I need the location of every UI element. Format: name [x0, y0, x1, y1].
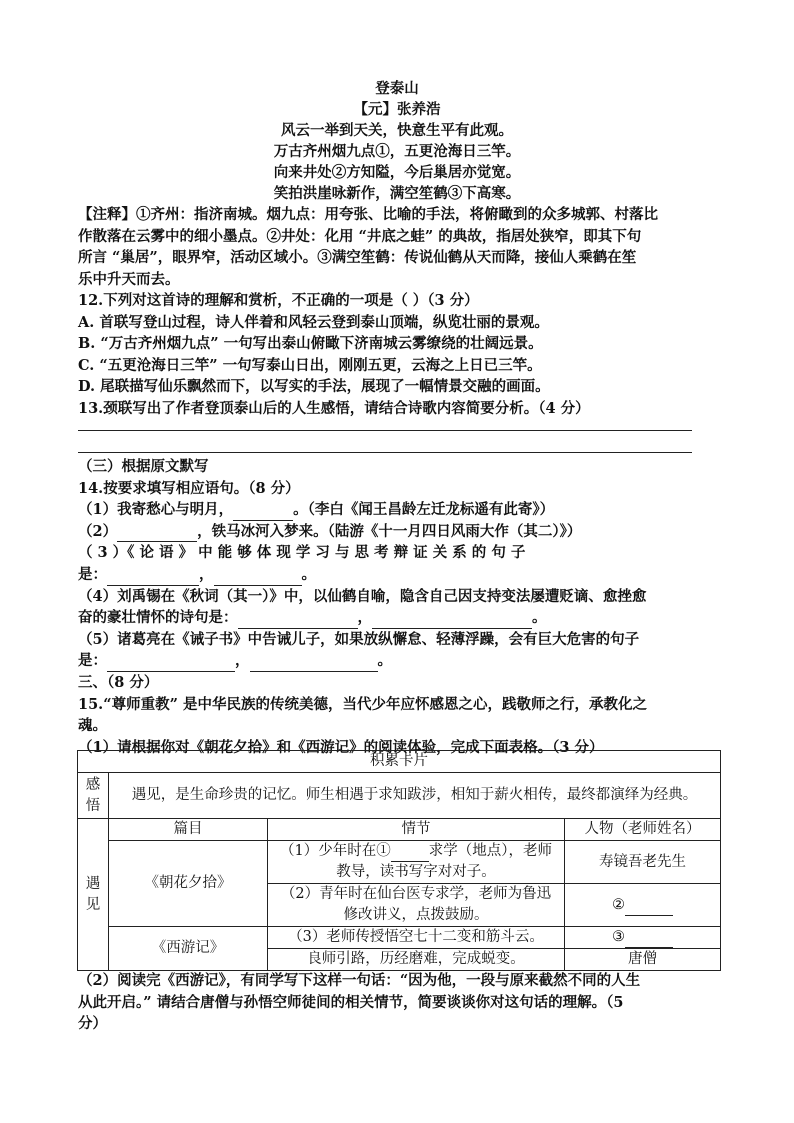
section-recite — [78, 456, 718, 758]
fill-blank[interactable] — [372, 612, 532, 629]
q12-option-d: D. 尾联描写仙乐飘然而下，以写实的手法，展现了一幅情景交融的画面。 — [78, 378, 550, 396]
header-plot: 情节 — [268, 819, 565, 841]
q15-part-2 — [78, 970, 718, 1035]
yujian-label: 遇见 — [78, 819, 109, 971]
note-line-3: 所言 “巢居”，眼界窄，活动区域小。③满空笙鹤：传说仙鹤从天而降，接仙人乘鹤在笙 — [78, 249, 637, 267]
book-zhaohua: 《朝花夕拾》 — [109, 841, 268, 927]
q14-item-3-line1: （ 3 ）《 论 语 》 中 能 够 体 现 学 习 与 思 考 辩 证 关 系 的 句 子 — [78, 544, 526, 562]
person-4: 唐僧 — [565, 949, 721, 971]
person-2: ② — [565, 884, 721, 927]
note-line-1: 【注释】①齐州：指济南城。烟九点：用夸张、比喻的手法，将俯瞰到的众多城郭、村落比 — [78, 206, 658, 223]
fill-blank[interactable] — [107, 569, 199, 586]
note-line-2: 作散落在云雾中的细小墨点。②井处：化用 “井底之蛙” 的典故，指居处狭窄，即其下句 — [78, 227, 642, 245]
poem-title: 登泰山 — [375, 80, 419, 97]
person-3: ③ — [565, 927, 721, 949]
section-recite-heading: （三）根据原文默写 — [78, 458, 209, 475]
plot-2: （2）青年时在仙台医专求学，老师为鲁迅修改讲义，点拨鼓励。 — [268, 884, 565, 927]
q14-item-1: （1）我寄愁心与明月， 。（李白《闻王昌龄左迁龙标遥有此寄》） — [78, 499, 718, 521]
q14-item-3-line2: 是： ， 。 — [78, 564, 718, 586]
q14-item-5-line2: 是： ， 。 — [78, 650, 718, 672]
q15-2-line-1: （2）阅读完《西游记》，有同学写下这样一句话：“因为他，一段与原来截然不同的人生 — [78, 972, 641, 989]
plot-3: （3）老师传授悟空七十二变和筋斗云。 — [268, 927, 565, 949]
poem-line-3: 向来井处②方知隘，今后巢居亦觉宽。 — [273, 164, 521, 181]
fill-blank-place[interactable] — [391, 845, 429, 862]
fill-blank-person[interactable] — [625, 899, 673, 916]
fill-blank-person[interactable] — [625, 931, 673, 948]
fill-blank[interactable] — [107, 655, 235, 672]
header-person: 人物（老师姓名） — [565, 819, 721, 841]
q15-stem-line-1: 15.“尊师重教” 是中华民族的传统美德，当代少年应怀感恩之心，践敬师之行，承教化之 — [78, 695, 647, 713]
q14-item-4-line2: 奋的豪壮情怀的诗句是： ， 。 — [78, 607, 718, 629]
poem-line-4: 笑拍洪崖咏新作，满空笙鹤③下高寒。 — [273, 185, 521, 202]
q12-option-b: B. “万古齐州烟九点” 一句写出泰山俯瞰下济南城云雾缭绕的壮阔远景。 — [78, 335, 543, 353]
poem-line-2: 万古齐州烟九点①，五更沧海日三竿。 — [273, 143, 521, 160]
header-book: 篇目 — [109, 819, 268, 841]
q15-2-line-2: 从此开启。” 请结合唐僧与孙悟空师徒间的相关情节，简要谈谈你对这句话的理解。（5 — [78, 993, 624, 1011]
q15-part-1: （1）请根据你对《朝花夕拾》和《西游记》的阅读体验，完成下面表格。（3 分） — [78, 738, 604, 756]
plot-1: （1）少年时在① 求学（地点），老师教导，读书写字对对子。 — [268, 841, 565, 884]
q15-2-line-3: 分） — [78, 1015, 107, 1033]
poem-author: 【元】张养浩 — [353, 101, 441, 118]
section-three-heading: 三、（8 分） — [78, 673, 159, 691]
fill-blank[interactable] — [250, 655, 378, 672]
accumulation-card-table — [77, 750, 721, 971]
poem-notes — [78, 204, 718, 290]
fill-blank[interactable] — [214, 569, 302, 586]
q12-option-c: C. “五更沧海日三竿” 一句写泰山日出，刚刚五更，云海之上日已三竿。 — [78, 356, 542, 374]
q14-item-2: （2） ，铁马冰河入梦来。（陆游《十一月四日风雨大作（其二）》） — [78, 521, 718, 543]
card-title: 积累卡片 — [78, 751, 721, 773]
q14-stem: 14.按要求填写相应语句。（8 分） — [78, 479, 300, 497]
poem-line-1: 风云一举到天关，快意生平有此观。 — [281, 122, 513, 139]
plot-4: 良师引路，历经磨难，完成蜕变。 — [268, 949, 565, 971]
answer-line-2[interactable] — [78, 452, 692, 453]
book-xiyouji: 《西游记》 — [109, 927, 268, 971]
ganwu-text: 遇见，是生命珍贵的记忆。师生相遇于求知跋涉，相知于薪火相传，最终都演绎为经典。 — [109, 773, 721, 819]
q14-item-5-line1: （5）诸葛亮在《诫子书》中告诫儿子，如果放纵懈怠、轻薄浮躁，会有巨大危害的句子 — [78, 630, 640, 648]
q12-stem: 12.下列对这首诗的理解和赏析，不正确的一项是（ ）（3 分） — [78, 292, 479, 309]
q14-item-4-line1: （4）刘禹锡在《秋词（其一）》中，以仙鹤自喻，隐含自己因支持变法屡遭贬谪、愈挫愈 — [78, 587, 647, 605]
fill-blank[interactable] — [233, 504, 293, 521]
answer-line-1[interactable] — [78, 430, 692, 431]
q12-option-a: A. 首联写登山过程，诗人伴着和风轻云登到泰山顶端，纵览壮丽的景观。 — [78, 313, 549, 331]
person-1: 寿镜吾老先生 — [565, 841, 721, 884]
fill-blank[interactable] — [238, 612, 358, 629]
poem-block — [0, 78, 794, 204]
q15-stem-line-2: 魂。 — [78, 717, 107, 735]
q13-stem: 13.颈联写出了作者登顶泰山后的人生感悟，请结合诗歌内容简要分析。（4 分） — [78, 399, 590, 417]
question-12 — [78, 290, 718, 420]
fill-blank[interactable] — [117, 525, 197, 542]
note-line-4: 乐中升天而去。 — [78, 270, 180, 288]
ganwu-label: 感悟 — [78, 773, 109, 819]
